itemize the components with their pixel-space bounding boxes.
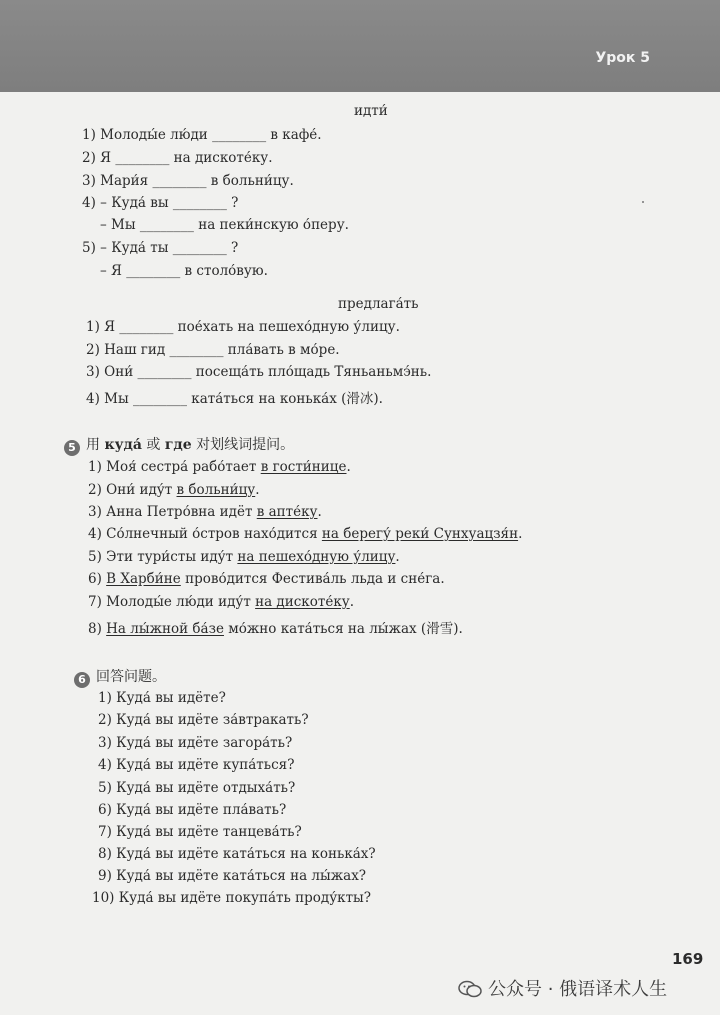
exercise-line: 2) Я ________ на дискоте́ку. <box>82 150 273 166</box>
question-line: 1) Куда́ вы идёте? <box>98 690 226 706</box>
exercise-line: 5) Эти тури́сты иду́т на пешехо́дную у́лицу. <box>88 549 400 565</box>
page-number: 169 <box>672 950 704 968</box>
exercise-line: 3) Они́ ________ посеща́ть пло́щадь Тяньаньмэ́нь. <box>86 364 432 380</box>
header-bar <box>0 0 720 92</box>
question-line: 8) Куда́ вы идёте ката́ться на конька́х? <box>98 846 376 862</box>
section-5-heading: 5 用 куда́ 或 где 对划线词提问。 <box>64 434 294 456</box>
exercise-line: 8) На лы́жной ба́зе мо́жно ката́ться на лы́жах (滑雪). <box>88 621 463 637</box>
section-6-heading: 6 回答问题。 <box>74 666 166 688</box>
wechat-icon <box>458 980 482 998</box>
exercise-line: 2) Наш гид ________ пла́вать в мо́ре. <box>86 342 340 358</box>
question-line: 9) Куда́ вы идёте ката́ться на лы́жах? <box>98 868 367 884</box>
question-line: 10) Куда́ вы идёте покупа́ть проду́кты? <box>92 890 372 906</box>
exercise-line: 1) Молоды́е лю́ди ________ в кафе́. <box>82 127 322 143</box>
watermark: 公众号 · 俄语译术人生 <box>458 975 667 1001</box>
lesson-label: Урок 5 <box>595 50 650 66</box>
verb-title-predlagat: предлага́ть <box>338 296 419 312</box>
exercise-line: 2) Они́ иду́т в больни́цу. <box>88 482 260 498</box>
exercise-line: 6) В Харби́не прово́дится Фестива́ль льда и сне́га. <box>88 571 445 587</box>
question-line: 3) Куда́ вы идёте загора́ть? <box>98 735 293 751</box>
question-line: 6) Куда́ вы идёте пла́вать? <box>98 802 287 818</box>
exercise-line: 7) Молоды́е лю́ди иду́т на дискоте́ку. <box>88 594 355 610</box>
stray-mark <box>642 201 644 203</box>
exercise-line: 5) – Куда́ ты ________ ? <box>82 240 239 256</box>
question-line: 4) Куда́ вы идёте купа́ться? <box>98 757 295 773</box>
question-line: 7) Куда́ вы идёте танцева́ть? <box>98 824 302 840</box>
exercise-line: 1) Я ________ пое́хать на пешехо́дную у́лицу. <box>86 319 400 335</box>
exercise-line: 3) Анна Петро́вна идёт в апте́ку. <box>88 504 322 520</box>
section-number-badge: 5 <box>64 440 80 456</box>
exercise-line: 4) Мы ________ ката́ться на конька́х (滑冰). <box>86 391 383 407</box>
question-line: 2) Куда́ вы идёте за́втракать? <box>98 712 309 728</box>
exercise-line: – Я ________ в столо́вую. <box>100 263 268 279</box>
exercise-line: 3) Мари́я ________ в больни́цу. <box>82 173 294 189</box>
section-number-badge: 6 <box>74 672 90 688</box>
exercise-line: 1) Моя́ сестра́ рабо́тает в гости́нице. <box>88 459 351 475</box>
exercise-line: 4) Со́лнечный о́стров нахо́дится на берегу́ реки́ Сунхуацзя́н. <box>88 526 523 542</box>
exercise-line: 4) – Куда́ вы ________ ? <box>82 195 239 211</box>
verb-title-idti: идти́ <box>354 103 388 119</box>
question-line: 5) Куда́ вы идёте отдыха́ть? <box>98 780 296 796</box>
exercise-line: – Мы ________ на пеки́нскую о́перу. <box>100 217 349 233</box>
